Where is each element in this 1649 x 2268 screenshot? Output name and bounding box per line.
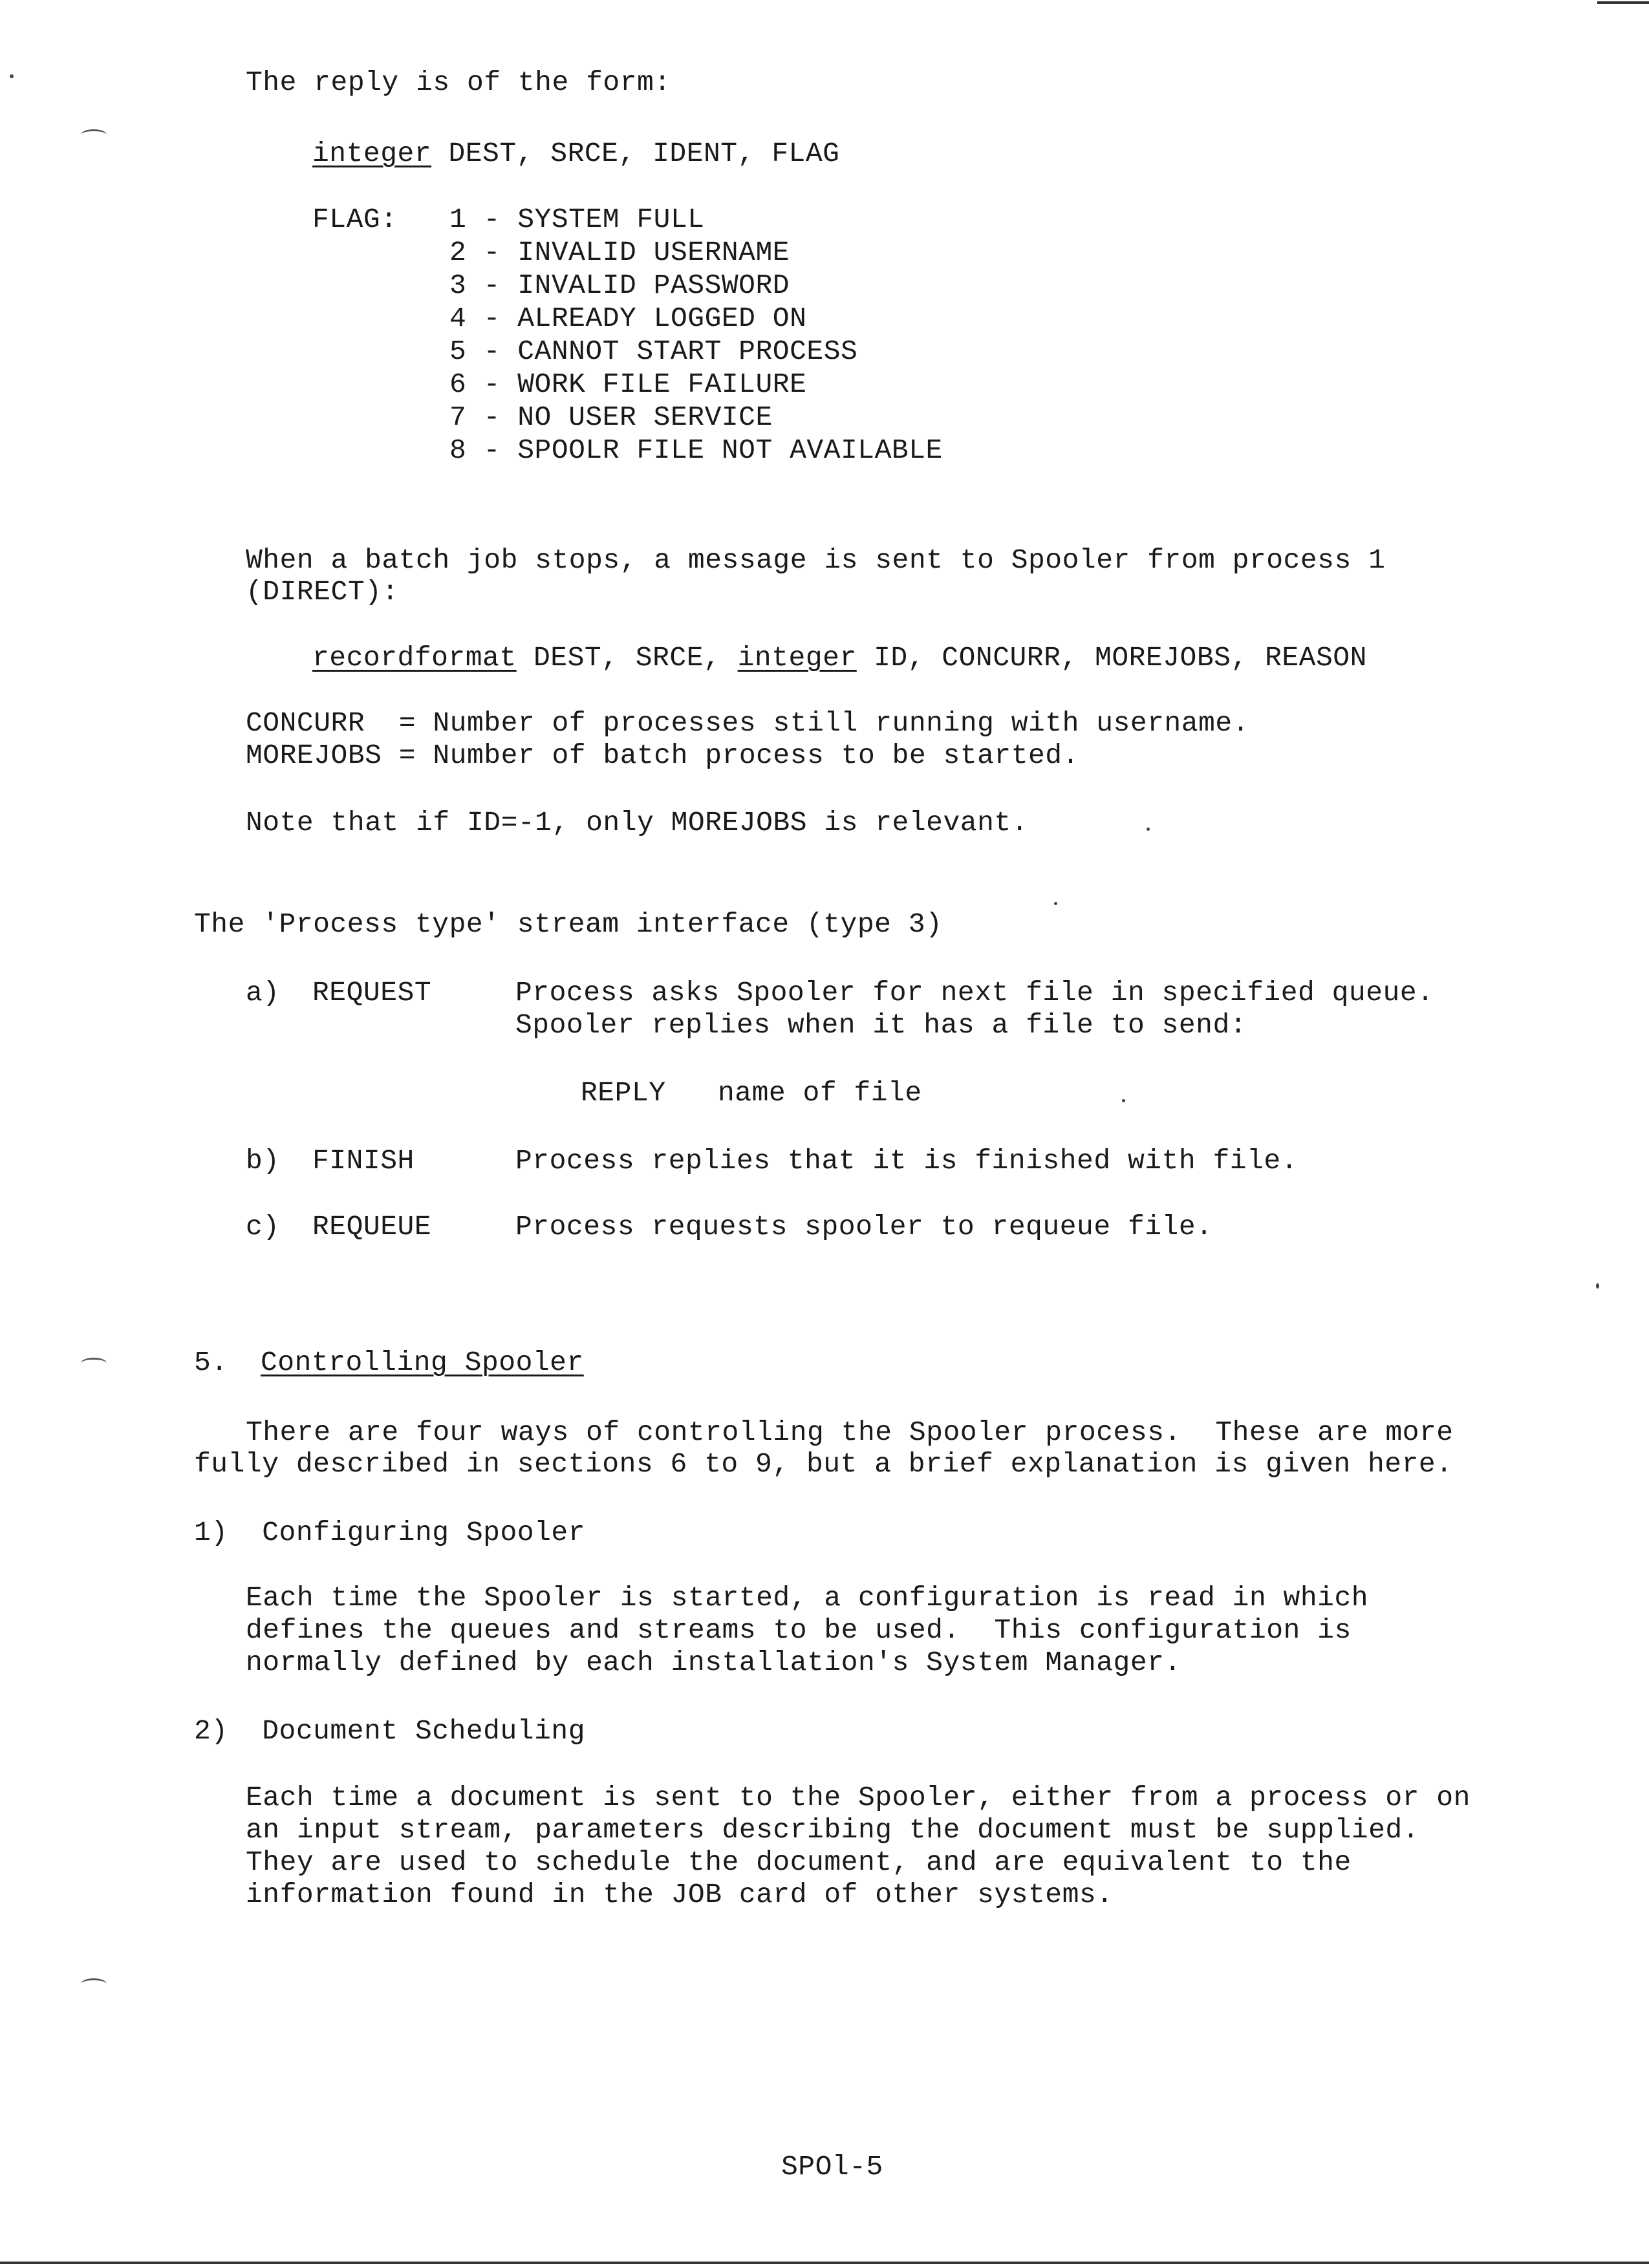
stream-item-tag: b) [246, 1145, 280, 1177]
stream-item-name: REQUEUE [312, 1211, 432, 1243]
reply-value: name of file [718, 1077, 922, 1109]
page-number: SPOl-5 [781, 2151, 883, 2183]
flag-code: 2 - INVALID USERNAME [449, 237, 790, 268]
flag-code: 7 - NO USER SERVICE [449, 401, 773, 433]
margin-mark [81, 1358, 107, 1369]
subsection-body-line: an input stream, parameters describing the document must be supplied. [246, 1814, 1419, 1846]
subsection-body-line: Each time a document is sent to the Spooler, either from a process or on [246, 1782, 1471, 1813]
stream-heading: The 'Process type' stream interface (type 3) [194, 908, 943, 940]
reply-keyword: REPLY [581, 1077, 666, 1109]
stream-item-desc: Process requests spooler to requeue file. [515, 1211, 1213, 1243]
recordformat-keyword: recordformat [312, 642, 517, 674]
section-intro-line: There are four ways of controlling the Spooler process. These are more [246, 1417, 1454, 1448]
stream-item-desc: Process replies that it is finished with file. [515, 1145, 1298, 1177]
definition-line: MOREJOBS = Number of batch process to be started. [246, 740, 1079, 771]
stream-item-tag: c) [246, 1211, 280, 1243]
margin-mark [81, 129, 107, 140]
flag-code: 3 - INVALID PASSWORD [449, 270, 790, 301]
integer-keyword: integer [737, 642, 857, 674]
stream-item-tag: a) [246, 977, 280, 1009]
subsection-body-line: normally defined by each installation's System Manager. [246, 1647, 1181, 1678]
flag-code: 4 - ALREADY LOGGED ON [449, 303, 807, 334]
definition-line: CONCURR = Number of processes still running with username. [246, 707, 1249, 739]
speck [1147, 828, 1150, 831]
flag-code: 8 - SPOOLR FILE NOT AVAILABLE [449, 434, 943, 466]
flag-label: FLAG: [312, 204, 398, 235]
top-edge-rule [1597, 1, 1649, 4]
flag-code: 5 - CANNOT START PROCESS [449, 336, 858, 367]
section-title: Controlling Spooler [261, 1347, 584, 1378]
subsection-body-line: Each time the Spooler is started, a configuration is read in which [246, 1582, 1369, 1614]
stream-item-name: FINISH [312, 1145, 415, 1177]
speck [10, 74, 14, 78]
subsection-body-line: defines the queues and streams to be used. This configuration is [246, 1614, 1352, 1646]
section-intro-line: fully described in sections 6 to 9, but a brief explanation is given here. [194, 1448, 1453, 1480]
reply-fields: DEST, SRCE, IDENT, FLAG [431, 138, 840, 169]
batch-record-format: recordformat DEST, SRCE, integer ID, CONCURR, MOREJOBS, REASON [312, 642, 1367, 674]
flag-code: 1 - SYSTEM FULL [449, 204, 705, 235]
subsection-body-line: They are used to schedule the document, and are equivalent to the [246, 1846, 1352, 1878]
speck [1122, 1099, 1125, 1102]
note: Note that if ID=-1, only MOREJOBS is relevant. [246, 807, 1028, 839]
bottom-edge-rule [0, 2262, 1649, 2264]
batch-intro-line: (DIRECT): [246, 576, 399, 608]
reply-intro: The reply is of the form: [246, 67, 671, 98]
section-number: 5. [194, 1347, 228, 1378]
subsection-body-line: information found in the JOB card of other systems. [246, 1879, 1114, 1910]
flag-code: 6 - WORK FILE FAILURE [449, 369, 807, 400]
speck [1054, 902, 1057, 905]
reply-declaration [312, 138, 839, 170]
batch-intro-line: When a batch job stops, a message is sent to Spooler from process 1 [246, 544, 1386, 576]
stream-item-desc: Process asks Spooler for next file in specified queue. [515, 977, 1434, 1009]
subsection-heading: 1) Configuring Spooler [194, 1517, 585, 1548]
speck [1596, 1283, 1599, 1289]
integer-keyword: integer [312, 138, 432, 169]
stream-item-desc: Spooler replies when it has a file to send: [515, 1009, 1247, 1041]
subsection-heading: 2) Document Scheduling [194, 1715, 585, 1747]
stream-item-name: REQUEST [312, 977, 432, 1009]
margin-mark [81, 1978, 107, 1989]
